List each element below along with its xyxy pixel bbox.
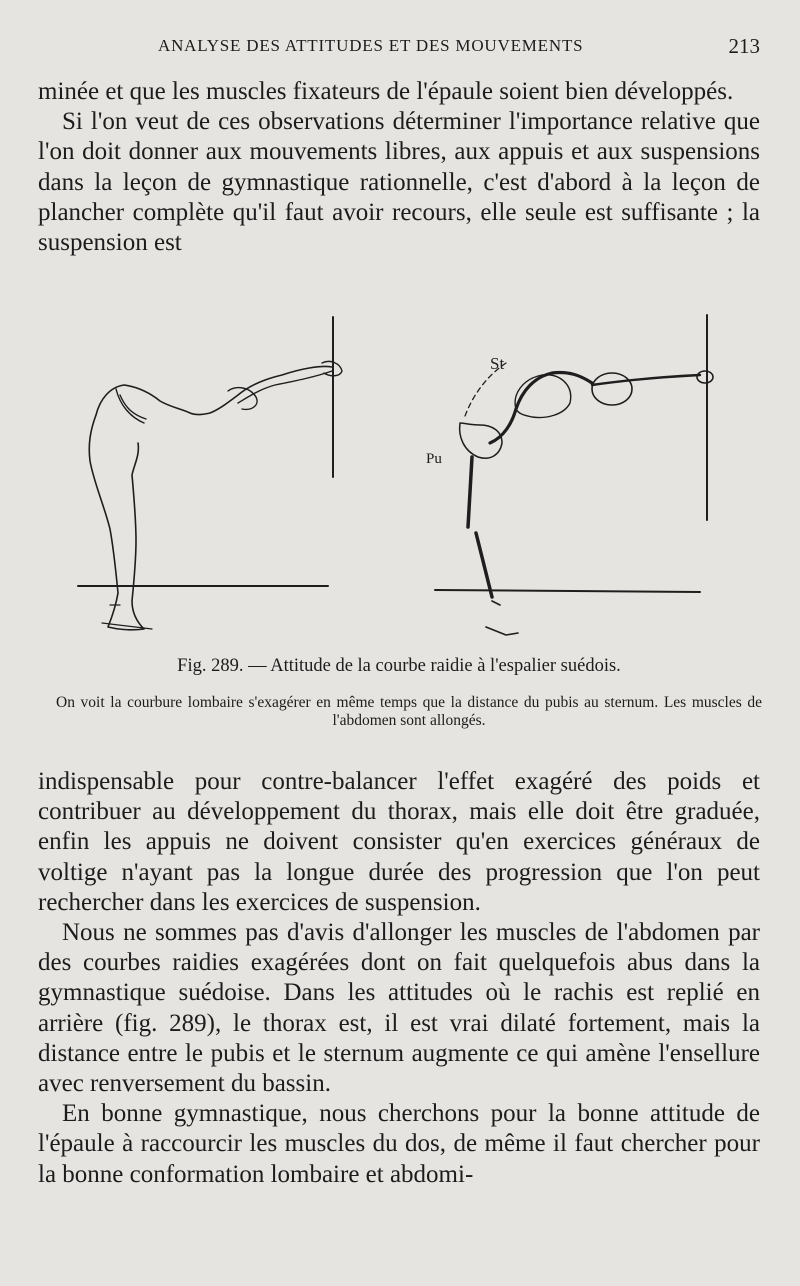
label-sternum: St — [490, 354, 505, 373]
label-pubis: Pu — [426, 451, 442, 467]
femur — [468, 457, 472, 527]
paragraph: Nous ne sommes pas d'avis d'allonger les muscles de l'abdomen par des courbes raidies exagérées dont on fait quelquefois abus dans la gymnastique suédoise. Dans les attitudes où le rachis est replié en arrière (fig. 289), le thorax est, il est vrai dilaté fortement, mais la distance entre le pubis et le sternum augmente ce qui amène l'ensellure avec renversement du bassin. — [38, 919, 760, 1098]
running-title: ANALYSE DES ATTITUDES ET DES MOUVEMENTS — [158, 36, 584, 55]
gymnast-arm-lower — [238, 371, 332, 403]
scapula — [592, 373, 632, 405]
gymnast-feet — [102, 605, 152, 629]
figure-289-illustration — [60, 305, 760, 650]
running-head — [38, 36, 760, 66]
spine-curve — [490, 372, 592, 443]
floor-line-right — [435, 590, 700, 592]
paragraph: En bonne gymnastique, nous cherchons pour la bonne attitude de l'épaule à raccourcir les muscles du dos, de même il faut chercher pour la bonne conformation lombaire et abdomi- — [38, 1100, 760, 1188]
tibia — [476, 533, 492, 597]
body-text-bottom — [38, 767, 760, 1190]
arm-bones — [592, 375, 700, 385]
paragraph: indispensable pour contre-balancer l'effet exagéré des poids et contribuer au développement du thorax, mais elle doit être graduée, enfin les appuis ne doivent consister qu'en exercices généraux de voltige n'ayant pas la longue durée des progression que l'on peut rechercher dans les exercices de suspension. — [38, 768, 760, 916]
figure-caption-title: Fig. 289. — Attitude de la courbe raidie à l'espalier suédois. — [177, 656, 621, 676]
paragraph: minée et que les muscles fixateurs de l'épaule soient bien développés. — [38, 78, 734, 105]
paragraph: Si l'on veut de ces observations déterminer l'importance relative que l'on doit donner aux mouvements libres, aux appuis et aux suspensions dans la leçon de gymnastique rationnelle, c'est d'abord à la leçon de plancher complète qu'il faut avoir recours, elle seule est suffisante ; la suspension est — [38, 108, 760, 257]
figure-drawing — [60, 305, 760, 650]
page-number: 213 — [728, 34, 760, 58]
body-text-top — [38, 77, 760, 258]
figure-caption-text: On voit la courbure lombaire s'exagérer en même temps que la distance du pubis au sternum. Les muscles de l'abdomen sont allongés. — [56, 694, 762, 729]
foot-bones — [486, 601, 518, 635]
gymnast-trunks — [116, 389, 146, 423]
hands-on-bar — [697, 371, 713, 383]
